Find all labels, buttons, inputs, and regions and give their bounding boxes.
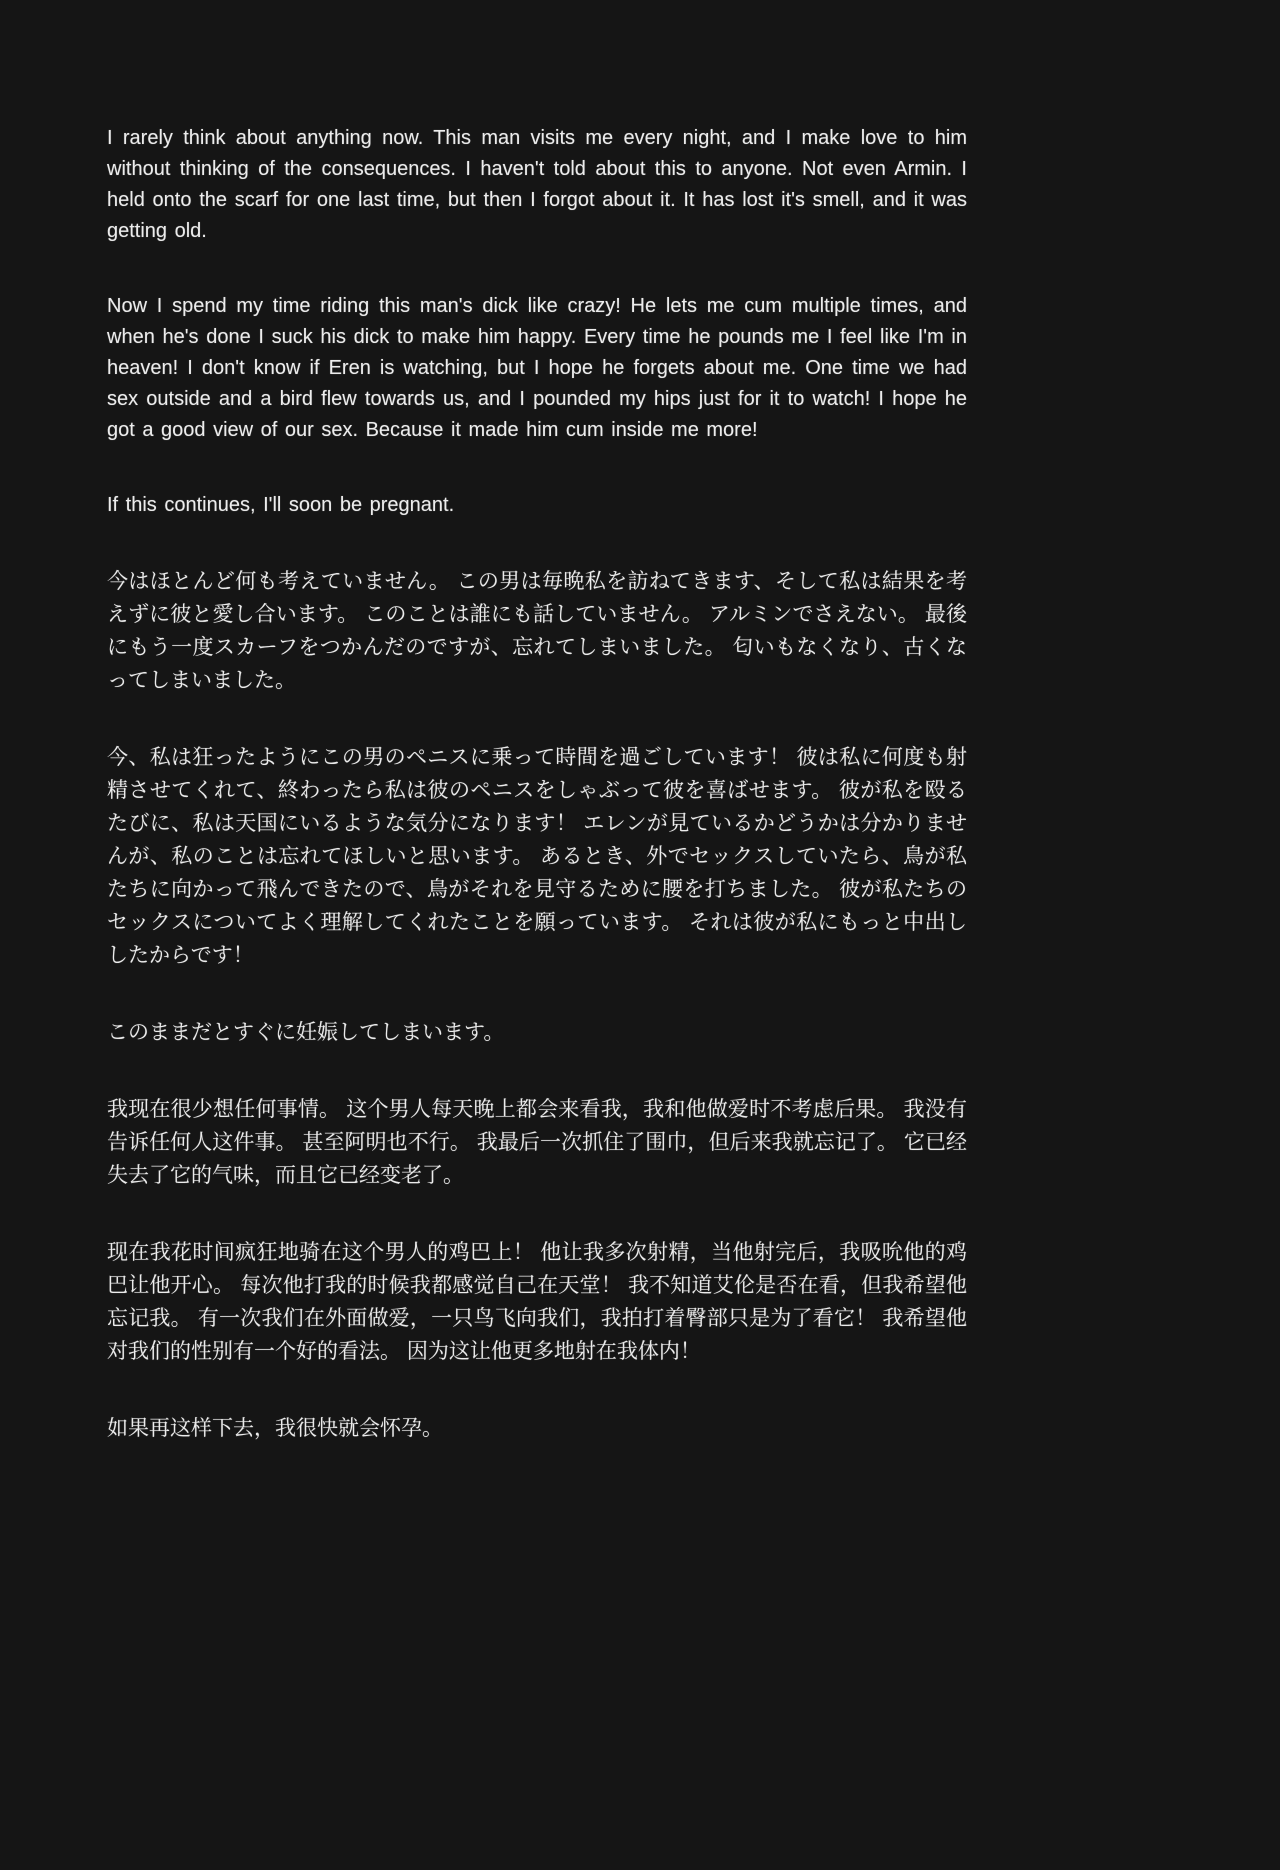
text-document — [107, 0, 967, 1445]
paragraph-zh-closing: 如果再这样下去，我很快就会怀孕。 — [107, 1417, 443, 1440]
paragraph-en-2: Now I spend my time riding this man's dick like crazy! He lets me cum multiple times, and when he's done I suck his dick to make him happy. Every time he pounds me I feel like I'm in heaven! I don't know if Eren is watching, but I hope he forgets about me. One time we had sex outside and a bird flew towards us, and I pounded my hips just for it to watch! I hope he got a good view of our sex. Because it made him cum inside me more! — [107, 295, 967, 441]
paragraph-ja-2: 今、私は狂ったようにこの男のペニスに乗って時間を過ごしています！ 彼は私に何度も射精させてくれて、終わったら私は彼のペニスをしゃぶって彼を喜ばせます。 彼が私を殴るたびに、私は天国にいるような気分になります！ エレンが見ているかどうかは分かりませんが、私のことは忘れてほしいと思います。 あるとき、外でセックスしていたら、鳥が私たちに向かって飛んできたので、鳥がそれを見守るために腰を打ちました。 彼が私たちのセックスについてよく理解してくれたことを願っています。 それは彼が私にもっと中出ししたからです！ — [107, 746, 967, 967]
paragraph-en-closing: If this continues, I'll soon be pregnant. — [107, 494, 455, 516]
paragraph-ja-1: 今はほとんど何も考えていません。 この男は毎晩私を訪ねてきます、そして私は結果を考えずに彼と愛し合います。 このことは誰にも話していません。 アルミンでさえない。 最後にもう一度スカーフをつかんだのですが、忘れてしまいました。 匂いもなくなり、古くなってしまいました。 — [107, 570, 967, 692]
paragraph-zh-2: 现在我花时间疯狂地骑在这个男人的鸡巴上！ 他让我多次射精，当他射完后，我吸吮他的鸡巴让他开心。 每次他打我的时候我都感觉自己在天堂！ 我不知道艾伦是否在看，但我希望他忘记我。 有一次我们在外面做爱，一只鸟飞向我们，我拍打着臀部只是为了看它！ 我希望他对我们的性别有一个好的看法。 因为这让他更多地射在我体内！ — [107, 1241, 967, 1363]
paragraph-zh-1: 我现在很少想任何事情。 这个男人每天晚上都会来看我，我和他做爱时不考虑后果。 我没有告诉任何人这件事。 甚至阿明也不行。 我最后一次抓住了围巾，但后来我就忘记了。 它已经失去了它的气味，而且它已经变老了。 — [107, 1098, 967, 1187]
paragraph-ja-closing: このままだとすぐに妊娠してしまいます。 — [107, 1021, 505, 1044]
paragraph-en-1: I rarely think about anything now. This man visits me every night, and I make love to him without thinking of the consequences. I haven't told about this to anyone. Not even Armin. I held onto the scarf for one last time, but then I forgot about it. It has lost it's smell, and it was getting old. — [107, 127, 967, 242]
